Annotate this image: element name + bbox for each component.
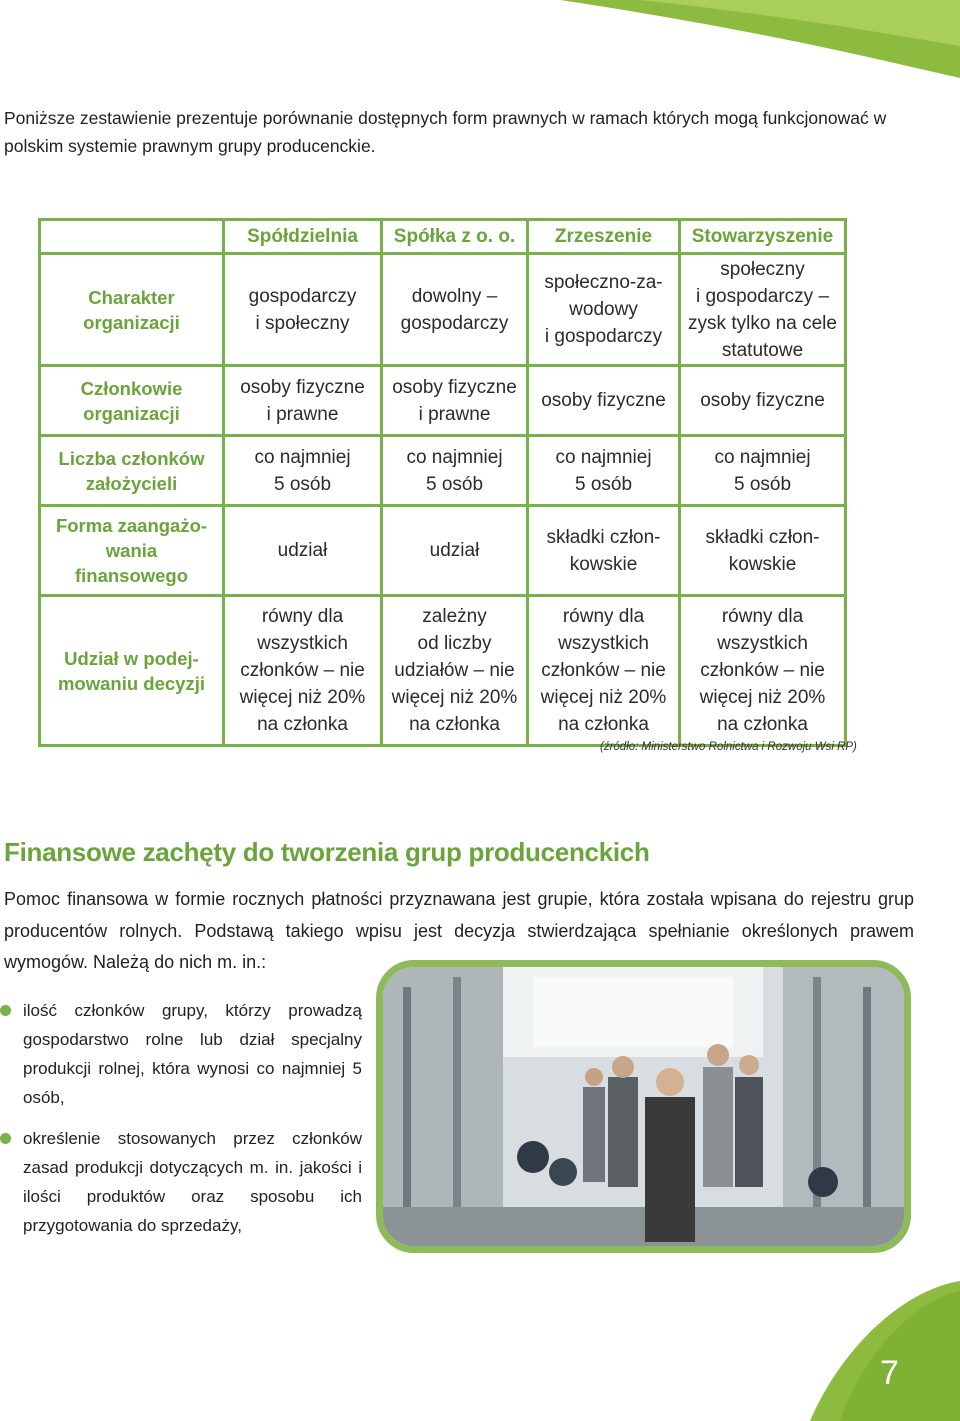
row-header: Charakter organizacji <box>40 254 224 366</box>
comparison-table <box>38 218 847 747</box>
bullet-icon <box>0 1133 11 1144</box>
table-cell: udział <box>382 506 528 596</box>
column-header: Zrzeszenie <box>528 220 680 254</box>
bullet-icon <box>0 1005 11 1016</box>
table-cell: równy dla wszystkich członków – nie więcej niż 20% na członka <box>224 596 382 746</box>
list-item <box>0 996 362 1112</box>
table-cell: co najmniej 5 osób <box>680 436 846 506</box>
milking-parlor-photo <box>376 960 911 1253</box>
table-cell: osoby fizyczne i prawne <box>382 366 528 436</box>
list-item <box>0 1124 362 1240</box>
table-cell: gospodarczy i społeczny <box>224 254 382 366</box>
intro-paragraph: Poniższe zestawienie prezentuje porównanie dostępnych form prawnych w ramach których mogą funkcjonować w polskim systemie prawnym grupy producenckie. <box>4 108 887 156</box>
table-row <box>40 366 846 436</box>
table-cell: społeczno-za- wodowy i gospodarczy <box>528 254 680 366</box>
table-row <box>40 436 846 506</box>
row-header: Udział w podej- mowaniu decyzji <box>40 596 224 746</box>
table-row <box>40 596 846 746</box>
table-cell: osoby fizyczne i prawne <box>224 366 382 436</box>
table-cell: składki człon- kowskie <box>680 506 846 596</box>
table-source-note: (źródło: Ministerstwo Rolnictwa i Rozwoju Wsi RP) <box>600 741 857 753</box>
table-cell: osoby fizyczne <box>528 366 680 436</box>
table-cell: co najmniej 5 osób <box>224 436 382 506</box>
table-cell: społeczny i gospodarczy – zysk tylko na cele statutowe <box>680 254 846 366</box>
top-decoration <box>0 0 960 90</box>
table-cell: co najmniej 5 osób <box>528 436 680 506</box>
list-item-text: ilość członków grupy, którzy prowadzą gospodarstwo rolne lub dział specjalny produkcji rolnej, która wynosi co najmniej 5 osób, <box>23 1001 362 1107</box>
table-cell: równy dla wszystkich członków – nie więcej niż 20% na członka <box>528 596 680 746</box>
row-header: Liczba członków założycieli <box>40 436 224 506</box>
section-title: Finansowe zachęty do tworzenia grup producenckich <box>4 837 650 867</box>
table-cell: zależny od liczby udziałów – nie więcej niż 20% na członka <box>382 596 528 746</box>
column-header: Spółdzielnia <box>224 220 382 254</box>
photo-illustration <box>383 967 904 1246</box>
page-number: 7 <box>880 1354 899 1392</box>
table-corner-cell <box>40 220 224 254</box>
table-cell: składki człon- kowskie <box>528 506 680 596</box>
list-item-text: określenie stosowanych przez członków zasad produkcji dotyczących m. in. jakości i ilości produktów oraz sposobu ich przygotowania do sprzedaży, <box>23 1129 362 1235</box>
page-corner-decoration <box>800 1281 960 1421</box>
table-cell: udział <box>224 506 382 596</box>
column-header: Stowarzyszenie <box>680 220 846 254</box>
table-cell: równy dla wszystkich członków – nie więcej niż 20% na członka <box>680 596 846 746</box>
requirements-list <box>0 996 362 1252</box>
table-row <box>40 506 846 596</box>
table-header-row <box>40 220 846 254</box>
body-paragraph: Pomoc finansowa w formie rocznych płatności przyznawana jest grupie, która została wpisana do rejestru grup producentów rolnych. Podstawą takiego wpisu jest decyzja stwierdzająca spełnianie określonych prawem wymogów. Należą do nich m. in.: <box>4 889 914 972</box>
table-cell: osoby fizyczne <box>680 366 846 436</box>
table-cell: dowolny – gospodarczy <box>382 254 528 366</box>
row-header: Forma zaangażo- wania finansowego <box>40 506 224 596</box>
table-cell: co najmniej 5 osób <box>382 436 528 506</box>
row-header: Członkowie organizacji <box>40 366 224 436</box>
column-header: Spółka z o. o. <box>382 220 528 254</box>
table-row <box>40 254 846 366</box>
